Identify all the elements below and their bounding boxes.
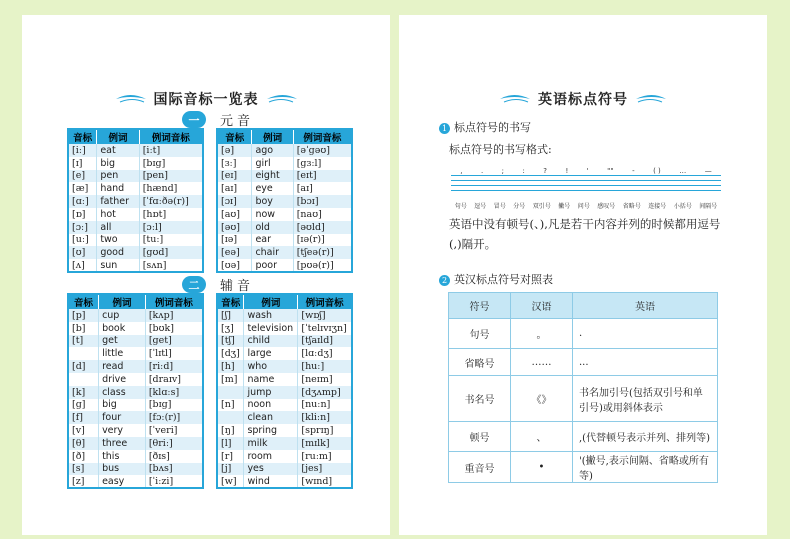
consonants-heading: 二 辅音 xyxy=(182,275,254,294)
table-row xyxy=(217,411,352,424)
table-row xyxy=(68,386,203,399)
chinese-mark: 、 xyxy=(511,422,573,452)
phonetic-symbol: [f] xyxy=(68,411,99,424)
phonetic-symbol: [w] xyxy=(217,475,244,488)
phonetic-symbol: [ʌ] xyxy=(68,259,97,272)
table-row xyxy=(68,182,203,195)
example-phonetic: [lɑːdʒ] xyxy=(298,347,352,360)
vowel-table-left xyxy=(67,128,204,273)
column-header: 例词 xyxy=(97,129,139,144)
table-row xyxy=(68,309,203,322)
section-1-heading: 1 标点符号的书写 xyxy=(439,119,531,135)
example-phonetic: [ruːm] xyxy=(298,450,352,463)
punctuation-mark: "" xyxy=(607,167,614,175)
example-phonetic: [bɪg] xyxy=(145,399,203,412)
table-row xyxy=(217,322,352,335)
table-row xyxy=(68,170,203,183)
column-header: 音标 xyxy=(68,129,97,144)
example-word: wash xyxy=(244,309,298,322)
phonetic-symbol: [s] xyxy=(68,463,99,476)
right-wing-icon xyxy=(265,93,299,105)
table-row xyxy=(68,322,203,335)
punctuation-mark: ; xyxy=(501,167,504,175)
phonetic-symbol: [d] xyxy=(68,360,99,373)
example-phonetic: [dʒʌmp] xyxy=(298,386,352,399)
example-phonetic: [nuːn] xyxy=(298,399,352,412)
example-word: three xyxy=(99,437,146,450)
example-word: big xyxy=(97,157,139,170)
punctuation-label: 小括号 xyxy=(673,203,692,210)
table-row xyxy=(68,259,203,272)
phonetic-symbol: [v] xyxy=(68,424,99,437)
phonetic-symbol: [uː] xyxy=(68,234,97,247)
example-word: ago xyxy=(252,144,293,157)
example-phonetic: [mɪlk] xyxy=(298,437,352,450)
table-row xyxy=(217,234,352,247)
section-number-badge: 1 xyxy=(439,123,450,134)
phonetic-symbol: [r] xyxy=(217,450,244,463)
table-row xyxy=(449,422,718,452)
column-header: 音标 xyxy=(217,294,244,309)
table-row xyxy=(217,463,352,476)
phonetic-symbol: [b] xyxy=(68,322,99,335)
punctuation-label: 问号 xyxy=(577,203,590,210)
example-phonetic: [aɪ] xyxy=(293,182,352,195)
example-word: name xyxy=(244,373,298,386)
table-row xyxy=(217,259,352,272)
table-row xyxy=(217,144,352,157)
example-phonetic: [ˈtelɪvɪʒn] xyxy=(298,322,352,335)
example-phonetic: [get] xyxy=(145,335,203,348)
consonant-table-right xyxy=(216,293,353,489)
phonetic-symbol: [p] xyxy=(68,309,99,322)
example-phonetic: [wɒʃ] xyxy=(298,309,352,322)
punctuation-label: 冒号 xyxy=(493,203,506,210)
example-word: yes xyxy=(244,463,298,476)
consonant-table-left xyxy=(67,293,204,489)
phonetic-symbol: [ɑː] xyxy=(68,195,97,208)
example-phonetic: [bʊk] xyxy=(145,322,203,335)
example-word: noon xyxy=(244,399,298,412)
phonetic-symbol: [ð] xyxy=(68,450,99,463)
punctuation-mark: : xyxy=(522,167,525,175)
table-row xyxy=(217,424,352,437)
example-word: cup xyxy=(99,309,146,322)
vowels-heading: 一 元音 xyxy=(182,110,254,129)
phonetic-symbol: [ɪə] xyxy=(217,234,252,247)
phonetic-symbol: [g] xyxy=(68,399,99,412)
note-line-1: 英语中没有顿号(、),凡是若干内容并列的时候都用逗号 xyxy=(449,217,721,231)
example-word: bus xyxy=(99,463,146,476)
table-row xyxy=(68,360,203,373)
table-row xyxy=(68,450,203,463)
punctuation-mark: ! xyxy=(565,167,569,175)
example-phonetic: [əʊld] xyxy=(293,221,352,234)
english-mark: ... xyxy=(573,349,718,376)
table-row xyxy=(68,157,203,170)
punctuation-mark: ' xyxy=(586,167,589,175)
punctuation-mark: ( ) xyxy=(653,167,661,175)
phonetic-symbol: [l] xyxy=(217,437,244,450)
table-row xyxy=(217,246,352,259)
example-phonetic: [hænd] xyxy=(139,182,203,195)
table-header xyxy=(449,293,718,319)
table-row xyxy=(217,170,352,183)
punctuation-label: 双引号 xyxy=(532,203,551,210)
phonetic-symbol: [ʊə] xyxy=(217,259,252,272)
example-phonetic: [iːt] xyxy=(139,144,203,157)
table-row xyxy=(449,319,718,349)
example-word: large xyxy=(244,347,298,360)
table-row xyxy=(68,221,203,234)
phonetic-symbol: [ʊ] xyxy=(68,246,97,259)
row-label: 省略号 xyxy=(449,349,511,376)
english-mark: . xyxy=(573,319,718,349)
table-header xyxy=(217,129,352,144)
table-row xyxy=(68,195,203,208)
table-header xyxy=(68,129,203,144)
writing-staff xyxy=(451,175,721,193)
example-phonetic: [gɜːl] xyxy=(293,157,352,170)
phonetic-symbol: [j] xyxy=(217,463,244,476)
example-word: television xyxy=(244,322,298,335)
punctuation-label: 分号 xyxy=(513,203,526,210)
example-word: little xyxy=(99,347,146,360)
column-header: 汉语 xyxy=(511,293,573,319)
table-row xyxy=(68,424,203,437)
phonetic-symbol: [ŋ] xyxy=(217,424,244,437)
phonetic-symbol: [ə] xyxy=(217,144,252,157)
example-word: four xyxy=(99,411,146,424)
column-header: 例词音标 xyxy=(298,294,352,309)
example-word: eat xyxy=(97,144,139,157)
punctuation-label: 逗号 xyxy=(474,203,487,210)
example-word: wind xyxy=(244,475,298,488)
punctuation-mark: ? xyxy=(543,167,548,175)
example-word: poor xyxy=(252,259,293,272)
table-row xyxy=(68,208,203,221)
phonetic-title: 国际音标一览表 xyxy=(22,89,390,109)
example-phonetic: [jes] xyxy=(298,463,352,476)
example-word: who xyxy=(244,360,298,373)
table-row xyxy=(217,208,352,221)
table-row xyxy=(217,309,352,322)
column-header: 音标 xyxy=(217,129,252,144)
example-phonetic: [kʌp] xyxy=(145,309,203,322)
example-word: book xyxy=(99,322,146,335)
phonetic-symbol: [θ] xyxy=(68,437,99,450)
phonetic-symbol: [h] xyxy=(217,360,244,373)
phonetic-symbol: [eɪ] xyxy=(217,170,252,183)
right-wing-icon xyxy=(634,93,668,105)
phonetic-symbol xyxy=(68,347,99,360)
column-header: 例词音标 xyxy=(145,294,203,309)
chinese-mark: • xyxy=(511,452,573,483)
example-word: chair xyxy=(252,246,293,259)
example-word: very xyxy=(99,424,146,437)
column-header: 英语 xyxy=(573,293,718,319)
example-word: old xyxy=(252,221,293,234)
phonetic-symbol: [m] xyxy=(217,373,244,386)
table-row xyxy=(68,373,203,386)
table-row xyxy=(217,399,352,412)
table-row xyxy=(217,221,352,234)
example-word: clean xyxy=(244,411,298,424)
table-row xyxy=(217,335,352,348)
example-word: big xyxy=(99,399,146,412)
phonetic-symbol: [e] xyxy=(68,170,97,183)
example-phonetic: [əˈgəʊ] xyxy=(293,144,352,157)
english-mark: ,(代替顿号表示并列、排列等) xyxy=(573,422,718,452)
table-row xyxy=(217,437,352,450)
example-word: eight xyxy=(252,170,293,183)
example-word: read xyxy=(99,360,146,373)
example-word: eye xyxy=(252,182,293,195)
example-word: child xyxy=(244,335,298,348)
table-row xyxy=(68,411,203,424)
example-phonetic: [gʊd] xyxy=(139,246,203,259)
phonetic-symbol: [ɜː] xyxy=(217,157,252,170)
punctuation-label: 句号 xyxy=(454,203,467,210)
example-phonetic: [ˈlɪtl] xyxy=(145,347,203,360)
table-row xyxy=(217,195,352,208)
example-word: two xyxy=(97,234,139,247)
example-word: drive xyxy=(99,373,146,386)
phonetic-symbol: [z] xyxy=(68,475,99,488)
english-mark: '(撇号,表示间隔、省略或所有等) xyxy=(573,452,718,483)
column-header: 例词 xyxy=(244,294,298,309)
punctuation-label: 省略号 xyxy=(622,203,641,210)
example-word: room xyxy=(244,450,298,463)
phonetic-symbol: [t] xyxy=(68,335,99,348)
punctuation-labels xyxy=(451,201,721,210)
example-phonetic: [wɪnd] xyxy=(298,475,352,488)
example-phonetic: [ɔːl] xyxy=(139,221,203,234)
table-row xyxy=(217,157,352,170)
row-label: 顿号 xyxy=(449,422,511,452)
example-word: get xyxy=(99,335,146,348)
example-word: jump xyxy=(244,386,298,399)
table-row xyxy=(68,335,203,348)
example-phonetic: [neɪm] xyxy=(298,373,352,386)
row-label: 重音号 xyxy=(449,452,511,483)
phonetic-symbol xyxy=(217,386,244,399)
phonetic-symbol: [ɪ] xyxy=(68,157,97,170)
phonetic-symbol: [iː] xyxy=(68,144,97,157)
table-row xyxy=(68,246,203,259)
example-phonetic: [bɪg] xyxy=(139,157,203,170)
example-word: hot xyxy=(97,208,139,221)
table-row xyxy=(217,182,352,195)
example-phonetic: [bɔɪ] xyxy=(293,195,352,208)
example-phonetic: [ˈveri] xyxy=(145,424,203,437)
left-wing-icon xyxy=(114,93,148,105)
example-phonetic: [huː] xyxy=(298,360,352,373)
table-row xyxy=(449,349,718,376)
chinese-mark: 。 xyxy=(511,319,573,349)
example-word: this xyxy=(99,450,146,463)
example-phonetic: [ðɪs] xyxy=(145,450,203,463)
format-subtitle: 标点符号的书写格式: xyxy=(449,143,552,156)
section-2-heading: 2 英汉标点符号对照表 xyxy=(439,271,553,287)
example-word: all xyxy=(97,221,139,234)
table-row xyxy=(68,475,203,488)
phonetic-symbol xyxy=(217,411,244,424)
phonetic-symbol: [k] xyxy=(68,386,99,399)
example-word: now xyxy=(252,208,293,221)
table-row xyxy=(217,360,352,373)
example-word: girl xyxy=(252,157,293,170)
example-phonetic: [hɒt] xyxy=(139,208,203,221)
example-phonetic: [tʃaɪld] xyxy=(298,335,352,348)
column-header: 音标 xyxy=(68,294,99,309)
example-phonetic: [pʊə(r)] xyxy=(293,259,352,272)
example-word: class xyxy=(99,386,146,399)
example-phonetic: [pen] xyxy=(139,170,203,183)
punctuation-label: 撇号 xyxy=(558,203,571,210)
note-line-2: (,)隔开。 xyxy=(449,237,497,251)
row-label: 句号 xyxy=(449,319,511,349)
table-row xyxy=(217,450,352,463)
left-wing-icon xyxy=(498,93,532,105)
example-phonetic: [draɪv] xyxy=(145,373,203,386)
example-phonetic: [kliːn] xyxy=(298,411,352,424)
example-phonetic: [ˈiːzi] xyxy=(145,475,203,488)
table-row xyxy=(449,376,718,422)
punctuation-label: 间隔号 xyxy=(699,203,718,210)
punctuation-mark: … xyxy=(679,167,687,175)
example-word: pen xyxy=(97,170,139,183)
example-word: father xyxy=(97,195,139,208)
example-phonetic: [fɔː(r)] xyxy=(145,411,203,424)
table-row xyxy=(217,386,352,399)
example-phonetic: [ɪə(r)] xyxy=(293,234,352,247)
example-word: boy xyxy=(252,195,293,208)
table-header xyxy=(68,294,203,309)
example-word: easy xyxy=(99,475,146,488)
example-phonetic: [sprɪŋ] xyxy=(298,424,352,437)
phonetic-symbol: [ɔː] xyxy=(68,221,97,234)
table-row xyxy=(217,373,352,386)
phonetic-symbol xyxy=(68,373,99,386)
example-phonetic: [tʃeə(r)] xyxy=(293,246,352,259)
chinese-mark: 《》 xyxy=(511,376,573,422)
chinese-mark: …… xyxy=(511,349,573,376)
table-row xyxy=(449,452,718,483)
table-row xyxy=(68,234,203,247)
english-mark: 书名加引号(包括双引号和单引号)或用斜体表示 xyxy=(573,376,718,422)
example-phonetic: [riːd] xyxy=(145,360,203,373)
table-row xyxy=(68,463,203,476)
table-row xyxy=(68,437,203,450)
phonetic-symbol: [aʊ] xyxy=(217,208,252,221)
punctuation-mark: — xyxy=(704,167,712,175)
table-row xyxy=(217,347,352,360)
punctuation-mark: . xyxy=(480,167,484,175)
row-label: 书名号 xyxy=(449,376,511,422)
phonetic-symbol: [aɪ] xyxy=(217,182,252,195)
phonetic-symbol: [əʊ] xyxy=(217,221,252,234)
section-number-badge: 2 xyxy=(439,275,450,286)
example-word: sun xyxy=(97,259,139,272)
table-row xyxy=(217,475,352,488)
vowel-table-right xyxy=(216,128,353,273)
example-phonetic: [ˈfɑːðə(r)] xyxy=(139,195,203,208)
phonetic-symbol: [tʃ] xyxy=(217,335,244,348)
right-page xyxy=(399,15,767,535)
column-header: 符号 xyxy=(449,293,511,319)
table-row xyxy=(68,347,203,360)
phonetic-symbol: [ʃ] xyxy=(217,309,244,322)
example-phonetic: [klɑːs] xyxy=(145,386,203,399)
phonetic-symbol: [eə] xyxy=(217,246,252,259)
column-header: 例词 xyxy=(252,129,293,144)
table-row xyxy=(68,399,203,412)
example-phonetic: [tuː] xyxy=(139,234,203,247)
punctuation-mark: - xyxy=(632,167,635,175)
example-phonetic: [naʊ] xyxy=(293,208,352,221)
table-row xyxy=(68,144,203,157)
punctuation-label: 感叹号 xyxy=(597,203,616,210)
phonetic-symbol: [ɔɪ] xyxy=(217,195,252,208)
punctuation-title: 英语标点符号 xyxy=(399,89,767,109)
punctuation-label: 连接号 xyxy=(648,203,667,210)
phonetic-symbol: [ɒ] xyxy=(68,208,97,221)
example-phonetic: [eɪt] xyxy=(293,170,352,183)
example-word: ear xyxy=(252,234,293,247)
column-header: 例词音标 xyxy=(293,129,352,144)
phonetic-symbol: [n] xyxy=(217,399,244,412)
phonetic-symbol: [ʒ] xyxy=(217,322,244,335)
table-header xyxy=(217,294,352,309)
phonetic-symbol: [æ] xyxy=(68,182,97,195)
example-word: spring xyxy=(244,424,298,437)
punctuation-mark: , xyxy=(460,167,463,175)
example-word: hand xyxy=(97,182,139,195)
example-word: milk xyxy=(244,437,298,450)
column-header: 例词 xyxy=(99,294,146,309)
punctuation-table xyxy=(448,292,718,483)
example-phonetic: [bʌs] xyxy=(145,463,203,476)
punctuation-marks xyxy=(451,167,721,175)
example-phonetic: [sʌn] xyxy=(139,259,203,272)
column-header: 例词音标 xyxy=(139,129,203,144)
example-word: good xyxy=(97,246,139,259)
left-page xyxy=(22,15,390,535)
example-phonetic: [θriː] xyxy=(145,437,203,450)
phonetic-symbol: [dʒ] xyxy=(217,347,244,360)
